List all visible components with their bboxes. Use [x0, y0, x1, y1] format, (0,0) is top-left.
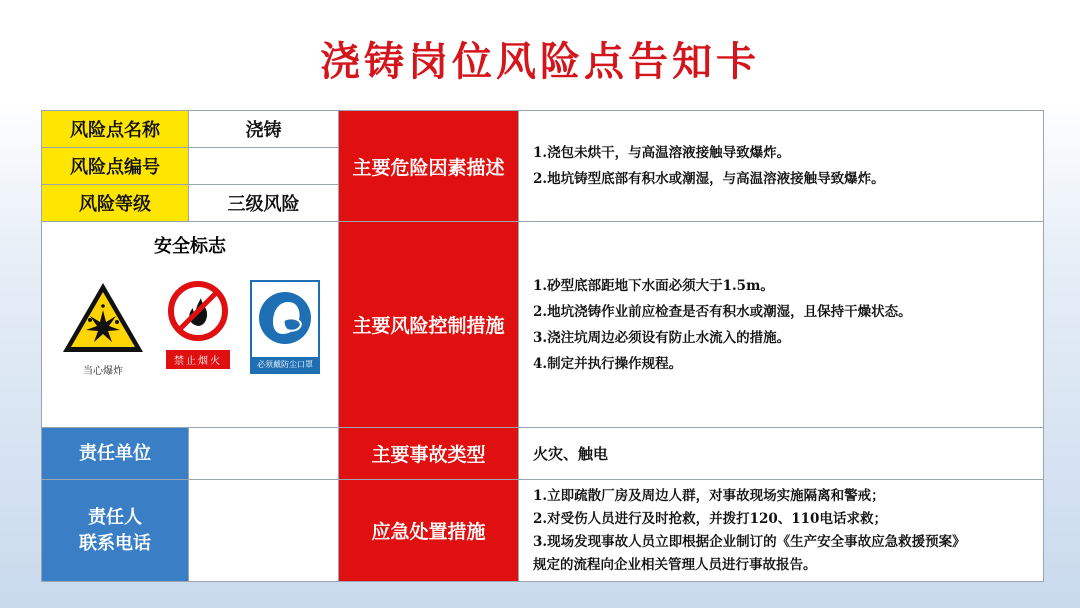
sign-explosion: [60, 280, 146, 377]
hazards-label: 主要危险因素描述: [339, 111, 519, 222]
sign-caption: 当心爆炸: [83, 366, 123, 377]
responsible-person-label: [42, 480, 189, 582]
responsible-unit-label: 责任单位: [42, 428, 189, 480]
risk-level-value: 三级风险: [189, 185, 339, 222]
explosion-warning-icon: [60, 280, 146, 356]
emergency-item: 规定的流程向企业相关管理人员进行事故报告。: [533, 556, 817, 573]
sign-no-fire: [166, 280, 230, 369]
emergency-item: 2.对受伤人员进行及时抢救，并拨打120、110电话求救；: [533, 510, 887, 527]
responsible-unit-value: [189, 428, 339, 480]
risk-code-value: [189, 148, 339, 185]
emergency-description: [519, 480, 1044, 582]
sign-caption: 禁止烟火: [166, 350, 230, 369]
hazards-description: [519, 111, 1044, 222]
hazard-item: 2.地坑铸型底部有积水或潮湿，与高温溶液接触导致爆炸。: [533, 171, 885, 187]
control-item: 3.浇注坑周边必须设有防止水流入的措施。: [533, 329, 791, 346]
control-item: 2.地坑浇铸作业前应检查是否有积水或潮湿，且保持干燥状态。: [533, 303, 912, 320]
accident-types-value: 火灾、触电: [519, 428, 1044, 480]
hazard-item: 1.浇包未烘干，与高温溶液接触导致爆炸。: [533, 145, 791, 161]
controls-description: [519, 222, 1044, 428]
responsible-person-line2: 联系电话: [79, 532, 151, 554]
responsible-person-value: [189, 480, 339, 582]
controls-label: 主要风险控制措施: [339, 222, 519, 428]
risk-level-label: 风险等级: [42, 185, 189, 222]
emergency-item: 1.立即疏散厂房及周边人群，对事故现场实施隔离和警戒；: [533, 487, 885, 504]
risk-notice-card: [41, 110, 1044, 582]
dust-mask-icon: [257, 290, 313, 346]
risk-code-label: 风险点编号: [42, 148, 189, 185]
emergency-label: 应急处置措施: [339, 480, 519, 582]
risk-name-value: 浇铸: [189, 111, 339, 148]
sign-dust-mask: [250, 280, 320, 374]
accident-types-label: 主要事故类型: [339, 428, 519, 480]
emergency-item: 3.现场发现事故人员立即根据企业制订的《生产安全事故应急救援预案》: [533, 533, 966, 550]
page-title: 浇铸岗位风险点告知卡: [320, 39, 760, 85]
safety-signs-title: 安全标志: [154, 236, 226, 257]
no-fire-icon: [167, 280, 229, 342]
responsible-person-line1: 责任人: [88, 506, 142, 528]
control-item: 1.砂型底部距地下水面必须大于1.5m。: [533, 277, 774, 294]
sign-caption: 必须戴防尘口罩: [252, 357, 318, 372]
dust-mask-sign-board: [250, 280, 320, 374]
risk-name-label: 风险点名称: [42, 111, 189, 148]
control-item: 4.制定并执行操作规程。: [533, 355, 683, 372]
safety-signs-panel: [42, 222, 339, 428]
